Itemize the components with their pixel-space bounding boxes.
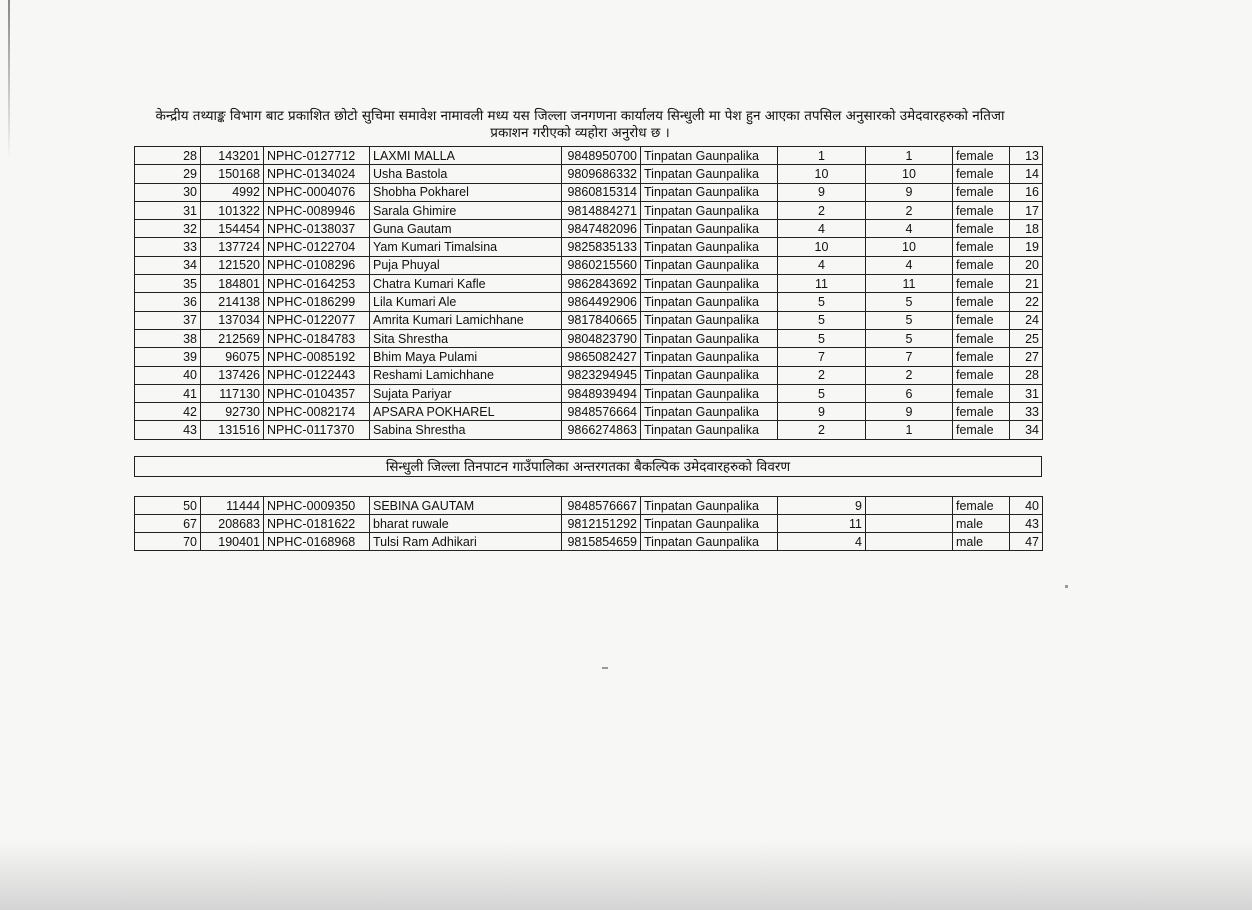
cell-phone-number: 9812151292 [562, 515, 641, 533]
cell-application-id: NPHC-0009350 [264, 497, 370, 515]
cell-application-id: NPHC-0127712 [264, 147, 370, 165]
table-row [135, 384, 1043, 402]
cell-candidate-name: Tulsi Ram Adhikari [370, 533, 562, 551]
table-row [135, 183, 1043, 201]
cell-phone-number: 9848950700 [562, 147, 641, 165]
cell-ward-applied: 5 [778, 384, 866, 402]
cell-rank: 21 [1010, 275, 1043, 293]
cell-municipality: Tinpatan Gaunpalika [641, 497, 778, 515]
cell-gender: female [953, 384, 1010, 402]
cell-gender: female [953, 201, 1010, 219]
cell-gender: female [953, 220, 1010, 238]
cell-ward-assigned [866, 533, 953, 551]
cell-gender: male [953, 533, 1010, 551]
cell-rank: 16 [1010, 183, 1043, 201]
cell-serial-no: 38 [135, 329, 201, 347]
cell-application-id: NPHC-0122443 [264, 366, 370, 384]
cell-serial-no: 30 [135, 183, 201, 201]
cell-municipality: Tinpatan Gaunpalika [641, 366, 778, 384]
cell-phone-number: 9815854659 [562, 533, 641, 551]
cell-rank: 28 [1010, 366, 1043, 384]
cell-gender: female [953, 403, 1010, 421]
cell-rank: 40 [1010, 497, 1043, 515]
cell-ward-applied: 11 [778, 515, 866, 533]
cell-candidate-name: Guna Gautam [370, 220, 562, 238]
cell-municipality: Tinpatan Gaunpalika [641, 275, 778, 293]
cell-serial-no: 34 [135, 256, 201, 274]
cell-candidate-name: APSARA POKHAREL [370, 403, 562, 421]
cell-ward-applied: 4 [778, 533, 866, 551]
cell-candidate-name: LAXMI MALLA [370, 147, 562, 165]
cell-ward-applied: 10 [778, 165, 866, 183]
cell-rank: 33 [1010, 403, 1043, 421]
cell-phone-number: 9848576664 [562, 403, 641, 421]
cell-serial-no: 43 [135, 421, 201, 439]
cell-candidate-name: Yam Kumari Timalsina [370, 238, 562, 256]
scan-shadow [0, 840, 1252, 910]
cell-municipality: Tinpatan Gaunpalika [641, 329, 778, 347]
alternate-candidates-table [134, 496, 1043, 551]
cell-municipality: Tinpatan Gaunpalika [641, 147, 778, 165]
cell-roll-no: 154454 [201, 220, 264, 238]
cell-ward-assigned: 1 [866, 421, 953, 439]
cell-roll-no: 143201 [201, 147, 264, 165]
cell-ward-assigned: 6 [866, 384, 953, 402]
table-row [135, 256, 1043, 274]
cell-ward-applied: 4 [778, 256, 866, 274]
cell-roll-no: 117130 [201, 384, 264, 402]
cell-roll-no: 92730 [201, 403, 264, 421]
cell-serial-no: 35 [135, 275, 201, 293]
cell-application-id: NPHC-0108296 [264, 256, 370, 274]
cell-rank: 27 [1010, 348, 1043, 366]
cell-rank: 43 [1010, 515, 1043, 533]
cell-serial-no: 50 [135, 497, 201, 515]
results-table [134, 146, 1043, 440]
cell-candidate-name: Chatra Kumari Kafle [370, 275, 562, 293]
table-row [135, 147, 1043, 165]
table-row [135, 329, 1043, 347]
cell-ward-assigned: 1 [866, 147, 953, 165]
document-heading: केन्द्रीय तथ्याङ्क विभाग बाट प्रकाशित छोटो सुचिमा समावेश नामावली मध्य यस जिल्ला जनगणना कार्यालय सिन्धुली मा पेश हुन आएका तपसिल अनुसारको उमेदवारहरुको नतिजा प्रकाशन गरीएको व्यहोरा अनुरोध छ । [155, 108, 1005, 141]
cell-application-id: NPHC-0168968 [264, 533, 370, 551]
cell-rank: 13 [1010, 147, 1043, 165]
cell-ward-assigned: 2 [866, 201, 953, 219]
cell-serial-no: 28 [135, 147, 201, 165]
cell-phone-number: 9825835133 [562, 238, 641, 256]
cell-candidate-name: bharat ruwale [370, 515, 562, 533]
cell-application-id: NPHC-0181622 [264, 515, 370, 533]
cell-serial-no: 41 [135, 384, 201, 402]
cell-phone-number: 9860215560 [562, 256, 641, 274]
cell-ward-applied: 2 [778, 366, 866, 384]
table-row [135, 238, 1043, 256]
cell-ward-applied: 2 [778, 421, 866, 439]
cell-ward-assigned [866, 497, 953, 515]
table-row [135, 533, 1043, 551]
cell-roll-no: 212569 [201, 329, 264, 347]
cell-ward-assigned: 7 [866, 348, 953, 366]
cell-gender: female [953, 275, 1010, 293]
cell-serial-no: 39 [135, 348, 201, 366]
cell-rank: 34 [1010, 421, 1043, 439]
cell-roll-no: 184801 [201, 275, 264, 293]
cell-phone-number: 9865082427 [562, 348, 641, 366]
cell-candidate-name: Puja Phuyal [370, 256, 562, 274]
cell-rank: 31 [1010, 384, 1043, 402]
table-row [135, 515, 1043, 533]
cell-municipality: Tinpatan Gaunpalika [641, 256, 778, 274]
cell-gender: female [953, 421, 1010, 439]
scan-speck [1065, 585, 1068, 588]
cell-rank: 20 [1010, 256, 1043, 274]
cell-application-id: NPHC-0085192 [264, 348, 370, 366]
cell-gender: female [953, 256, 1010, 274]
cell-phone-number: 9866274863 [562, 421, 641, 439]
cell-serial-no: 70 [135, 533, 201, 551]
cell-municipality: Tinpatan Gaunpalika [641, 293, 778, 311]
cell-municipality: Tinpatan Gaunpalika [641, 515, 778, 533]
table-row [135, 366, 1043, 384]
cell-candidate-name: Shobha Pokharel [370, 183, 562, 201]
cell-ward-assigned: 4 [866, 220, 953, 238]
cell-roll-no: 150168 [201, 165, 264, 183]
cell-municipality: Tinpatan Gaunpalika [641, 348, 778, 366]
cell-application-id: NPHC-0186299 [264, 293, 370, 311]
cell-rank: 25 [1010, 329, 1043, 347]
cell-roll-no: 131516 [201, 421, 264, 439]
cell-candidate-name: Bhim Maya Pulami [370, 348, 562, 366]
cell-rank: 18 [1010, 220, 1043, 238]
cell-municipality: Tinpatan Gaunpalika [641, 311, 778, 329]
scan-edge [8, 0, 10, 160]
cell-ward-applied: 2 [778, 201, 866, 219]
cell-ward-applied: 5 [778, 329, 866, 347]
cell-roll-no: 101322 [201, 201, 264, 219]
cell-phone-number: 9817840665 [562, 311, 641, 329]
cell-rank: 17 [1010, 201, 1043, 219]
cell-phone-number: 9823294945 [562, 366, 641, 384]
alternate-candidates-title: सिन्धुली जिल्ला तिनपाटन गाउँपालिका अन्तरगतका बैकल्पिक उमेदवारहरुको विवरण [134, 456, 1042, 477]
cell-gender: male [953, 515, 1010, 533]
cell-ward-applied: 11 [778, 275, 866, 293]
cell-gender: female [953, 147, 1010, 165]
cell-serial-no: 37 [135, 311, 201, 329]
table-row [135, 275, 1043, 293]
cell-gender: female [953, 329, 1010, 347]
cell-candidate-name: Amrita Kumari Lamichhane [370, 311, 562, 329]
cell-ward-assigned: 11 [866, 275, 953, 293]
cell-gender: female [953, 183, 1010, 201]
cell-rank: 22 [1010, 293, 1043, 311]
cell-ward-assigned: 10 [866, 165, 953, 183]
cell-phone-number: 9804823790 [562, 329, 641, 347]
cell-ward-applied: 10 [778, 238, 866, 256]
cell-candidate-name: Reshami Lamichhane [370, 366, 562, 384]
cell-roll-no: 96075 [201, 348, 264, 366]
cell-municipality: Tinpatan Gaunpalika [641, 165, 778, 183]
cell-ward-assigned: 9 [866, 403, 953, 421]
cell-roll-no: 11444 [201, 497, 264, 515]
cell-municipality: Tinpatan Gaunpalika [641, 183, 778, 201]
cell-municipality: Tinpatan Gaunpalika [641, 201, 778, 219]
cell-municipality: Tinpatan Gaunpalika [641, 403, 778, 421]
cell-roll-no: 208683 [201, 515, 264, 533]
cell-ward-applied: 9 [778, 183, 866, 201]
cell-municipality: Tinpatan Gaunpalika [641, 220, 778, 238]
cell-gender: female [953, 238, 1010, 256]
cell-roll-no: 190401 [201, 533, 264, 551]
cell-municipality: Tinpatan Gaunpalika [641, 238, 778, 256]
scan-speck [602, 667, 608, 669]
cell-rank: 14 [1010, 165, 1043, 183]
cell-roll-no: 214138 [201, 293, 264, 311]
cell-serial-no: 42 [135, 403, 201, 421]
cell-serial-no: 67 [135, 515, 201, 533]
table-row [135, 421, 1043, 439]
cell-application-id: NPHC-0117370 [264, 421, 370, 439]
cell-ward-assigned: 10 [866, 238, 953, 256]
cell-application-id: NPHC-0184783 [264, 329, 370, 347]
cell-serial-no: 40 [135, 366, 201, 384]
cell-application-id: NPHC-0164253 [264, 275, 370, 293]
cell-candidate-name: Sita Shrestha [370, 329, 562, 347]
cell-phone-number: 9848576667 [562, 497, 641, 515]
cell-application-id: NPHC-0122704 [264, 238, 370, 256]
cell-candidate-name: Sabina Shrestha [370, 421, 562, 439]
cell-application-id: NPHC-0138037 [264, 220, 370, 238]
cell-ward-applied: 5 [778, 293, 866, 311]
cell-ward-assigned: 4 [866, 256, 953, 274]
cell-ward-assigned: 5 [866, 293, 953, 311]
table-row [135, 348, 1043, 366]
cell-ward-assigned [866, 515, 953, 533]
table-row [135, 201, 1043, 219]
cell-ward-assigned: 5 [866, 311, 953, 329]
cell-roll-no: 137034 [201, 311, 264, 329]
cell-gender: female [953, 366, 1010, 384]
cell-ward-applied: 4 [778, 220, 866, 238]
cell-phone-number: 9809686332 [562, 165, 641, 183]
cell-phone-number: 9862843692 [562, 275, 641, 293]
cell-application-id: NPHC-0089946 [264, 201, 370, 219]
cell-gender: female [953, 311, 1010, 329]
cell-municipality: Tinpatan Gaunpalika [641, 533, 778, 551]
cell-gender: female [953, 348, 1010, 366]
cell-phone-number: 9848939494 [562, 384, 641, 402]
cell-ward-assigned: 5 [866, 329, 953, 347]
cell-ward-assigned: 9 [866, 183, 953, 201]
cell-ward-applied: 9 [778, 403, 866, 421]
cell-candidate-name: Sarala Ghimire [370, 201, 562, 219]
cell-phone-number: 9860815314 [562, 183, 641, 201]
cell-rank: 19 [1010, 238, 1043, 256]
cell-roll-no: 4992 [201, 183, 264, 201]
cell-ward-applied: 9 [778, 497, 866, 515]
cell-ward-assigned: 2 [866, 366, 953, 384]
cell-candidate-name: Lila Kumari Ale [370, 293, 562, 311]
cell-phone-number: 9864492906 [562, 293, 641, 311]
cell-ward-applied: 7 [778, 348, 866, 366]
cell-gender: female [953, 497, 1010, 515]
cell-candidate-name: Usha Bastola [370, 165, 562, 183]
table-row [135, 293, 1043, 311]
cell-municipality: Tinpatan Gaunpalika [641, 421, 778, 439]
cell-municipality: Tinpatan Gaunpalika [641, 384, 778, 402]
table-row [135, 165, 1043, 183]
cell-rank: 24 [1010, 311, 1043, 329]
cell-rank: 47 [1010, 533, 1043, 551]
cell-phone-number: 9847482096 [562, 220, 641, 238]
cell-roll-no: 121520 [201, 256, 264, 274]
cell-application-id: NPHC-0134024 [264, 165, 370, 183]
cell-roll-no: 137426 [201, 366, 264, 384]
table-row [135, 497, 1043, 515]
cell-application-id: NPHC-0104357 [264, 384, 370, 402]
cell-application-id: NPHC-0004076 [264, 183, 370, 201]
cell-application-id: NPHC-0082174 [264, 403, 370, 421]
cell-application-id: NPHC-0122077 [264, 311, 370, 329]
cell-serial-no: 29 [135, 165, 201, 183]
table-row [135, 220, 1043, 238]
cell-gender: female [953, 293, 1010, 311]
cell-candidate-name: Sujata Pariyar [370, 384, 562, 402]
cell-serial-no: 31 [135, 201, 201, 219]
table-row [135, 311, 1043, 329]
cell-serial-no: 32 [135, 220, 201, 238]
cell-roll-no: 137724 [201, 238, 264, 256]
cell-ward-applied: 5 [778, 311, 866, 329]
cell-serial-no: 36 [135, 293, 201, 311]
table-row [135, 403, 1043, 421]
cell-phone-number: 9814884271 [562, 201, 641, 219]
cell-ward-applied: 1 [778, 147, 866, 165]
cell-candidate-name: SEBINA GAUTAM [370, 497, 562, 515]
cell-gender: female [953, 165, 1010, 183]
cell-serial-no: 33 [135, 238, 201, 256]
